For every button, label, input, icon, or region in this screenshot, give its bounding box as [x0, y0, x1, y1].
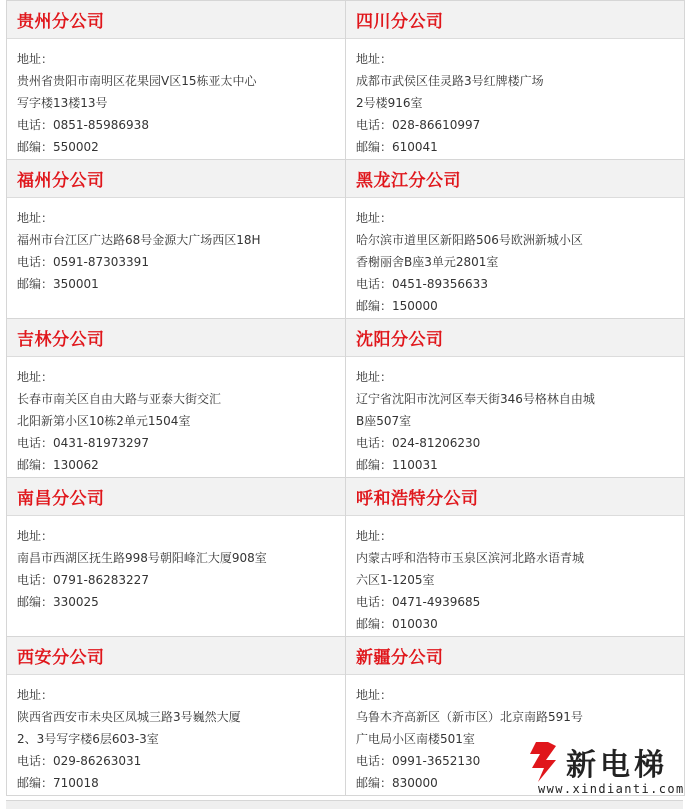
office-detail-line: 哈尔滨市道里区新阳路506号欧洲新城小区 — [356, 233, 583, 247]
office-detail-line: 广电局小区南楼501室 — [356, 732, 475, 746]
office-details — [346, 516, 684, 636]
office-detail-line: 电话：0991-3652130 — [356, 754, 481, 768]
office-detail-line: 地址： — [356, 529, 393, 543]
table-row — [7, 160, 685, 319]
office-header — [346, 478, 684, 516]
office-cell — [7, 319, 346, 478]
elevator-logo-icon — [526, 740, 566, 784]
office-header — [346, 1, 684, 39]
office-detail-line: 电话：024-81206230 — [356, 436, 481, 450]
office-detail-line: 2、3号写字楼6层603-3室 — [17, 732, 159, 746]
office-detail-line: 福州市台江区广达路68号金源大广场西区18H — [17, 233, 261, 247]
office-details — [7, 198, 345, 318]
office-header — [7, 478, 345, 516]
office-name: 沈阳分公司 — [356, 330, 444, 350]
office-detail-line: 电话：0791-86283227 — [17, 573, 149, 587]
office-name: 福州分公司 — [17, 171, 105, 191]
office-detail-line: 地址： — [356, 52, 393, 66]
office-detail-line: 地址： — [17, 688, 54, 702]
office-detail-line: 陕西省西安市未央区凤城三路3号巍然大厦 — [17, 710, 241, 724]
office-details — [7, 675, 345, 795]
office-detail-line: 地址： — [17, 211, 54, 225]
office-name: 新疆分公司 — [356, 648, 444, 668]
office-header — [7, 637, 345, 675]
office-details — [7, 39, 345, 159]
office-detail-line: 邮编：110031 — [356, 458, 438, 472]
office-name: 南昌分公司 — [17, 489, 105, 509]
office-detail-line: 邮编：710018 — [17, 776, 99, 790]
office-detail-line: 邮编：350001 — [17, 277, 99, 291]
office-cell — [346, 160, 685, 319]
office-detail-line: 邮编：550002 — [17, 140, 99, 154]
table-row — [7, 478, 685, 637]
office-detail-line: 南昌市西湖区抚生路998号朝阳峰汇大厦908室 — [17, 551, 267, 565]
office-detail-line: 地址： — [17, 529, 54, 543]
office-detail-line: 辽宁省沈阳市沈河区奉天街346号格林自由城 — [356, 392, 595, 406]
table-row — [7, 1, 685, 160]
office-header — [346, 637, 684, 675]
office-detail-line: 2号楼916室 — [356, 96, 423, 110]
office-header — [346, 319, 684, 357]
office-cell — [7, 478, 346, 637]
office-detail-line: 邮编：610041 — [356, 140, 438, 154]
office-cell — [7, 1, 346, 160]
office-detail-line: 地址： — [17, 370, 54, 384]
office-detail-line: 电话：0851-85986938 — [17, 118, 149, 132]
office-detail-line: 乌鲁木齐高新区（新市区）北京南路591号 — [356, 710, 583, 724]
office-name: 吉林分公司 — [17, 330, 105, 350]
office-detail-line: 电话：0431-81973297 — [17, 436, 149, 450]
office-detail-line: 地址： — [356, 688, 393, 702]
office-header — [7, 1, 345, 39]
office-directory — [6, 0, 683, 796]
office-detail-line: 香榭丽舍B座3单元2801室 — [356, 255, 499, 269]
table-row — [7, 319, 685, 478]
office-detail-line: 内蒙古呼和浩特市玉泉区滨河北路水语青城 — [356, 551, 585, 565]
office-detail-line: 电话：0451-89356633 — [356, 277, 488, 291]
office-header — [7, 319, 345, 357]
office-cell — [7, 160, 346, 319]
office-detail-line: 北阳新第小区10栋2单元1504室 — [17, 414, 191, 428]
office-detail-line: 六区1-1205室 — [356, 573, 435, 587]
office-table — [6, 0, 685, 796]
office-detail-line: 写字楼13楼13号 — [17, 96, 108, 110]
office-detail-line: 贵州省贵阳市南明区花果园V区15栋亚太中心 — [17, 74, 257, 88]
office-detail-line: 地址： — [356, 370, 393, 384]
office-details — [7, 516, 345, 636]
watermark-logo — [524, 736, 684, 802]
office-cell — [346, 1, 685, 160]
office-detail-line: 邮编：830000 — [356, 776, 438, 790]
office-detail-line: 邮编：330025 — [17, 595, 99, 609]
office-name: 西安分公司 — [17, 648, 105, 668]
office-detail-line: 邮编：150000 — [356, 299, 438, 313]
office-details — [346, 198, 684, 318]
office-name: 贵州分公司 — [17, 12, 105, 32]
office-detail-line: 电话：029-86263031 — [17, 754, 142, 768]
office-details — [346, 357, 684, 477]
office-detail-line: 电话：0591-87303391 — [17, 255, 149, 269]
office-detail-line: 地址： — [356, 211, 393, 225]
office-detail-line: 长春市南关区自由大路与亚泰大街交汇 — [17, 392, 222, 406]
office-detail-line: 电话：0471-4939685 — [356, 595, 481, 609]
office-cell — [7, 637, 346, 796]
office-details — [346, 39, 684, 159]
office-name: 四川分公司 — [356, 12, 444, 32]
office-detail-line: 地址： — [17, 52, 54, 66]
logo-url: www.xindianti.com — [538, 782, 685, 796]
office-cell — [346, 319, 685, 478]
office-name: 呼和浩特分公司 — [356, 489, 479, 509]
office-name: 黑龙江分公司 — [356, 171, 461, 191]
office-detail-line: 电话：028-86610997 — [356, 118, 481, 132]
office-detail-line: 邮编：010030 — [356, 617, 438, 631]
office-header — [7, 160, 345, 198]
office-details — [7, 357, 345, 477]
office-detail-line: 成都市武侯区佳灵路3号红牌楼广场 — [356, 74, 544, 88]
office-detail-line: B座507室 — [356, 414, 412, 428]
office-cell — [346, 478, 685, 637]
logo-title: 新电梯 — [566, 748, 668, 783]
office-detail-line: 邮编：130062 — [17, 458, 99, 472]
office-header — [346, 160, 684, 198]
